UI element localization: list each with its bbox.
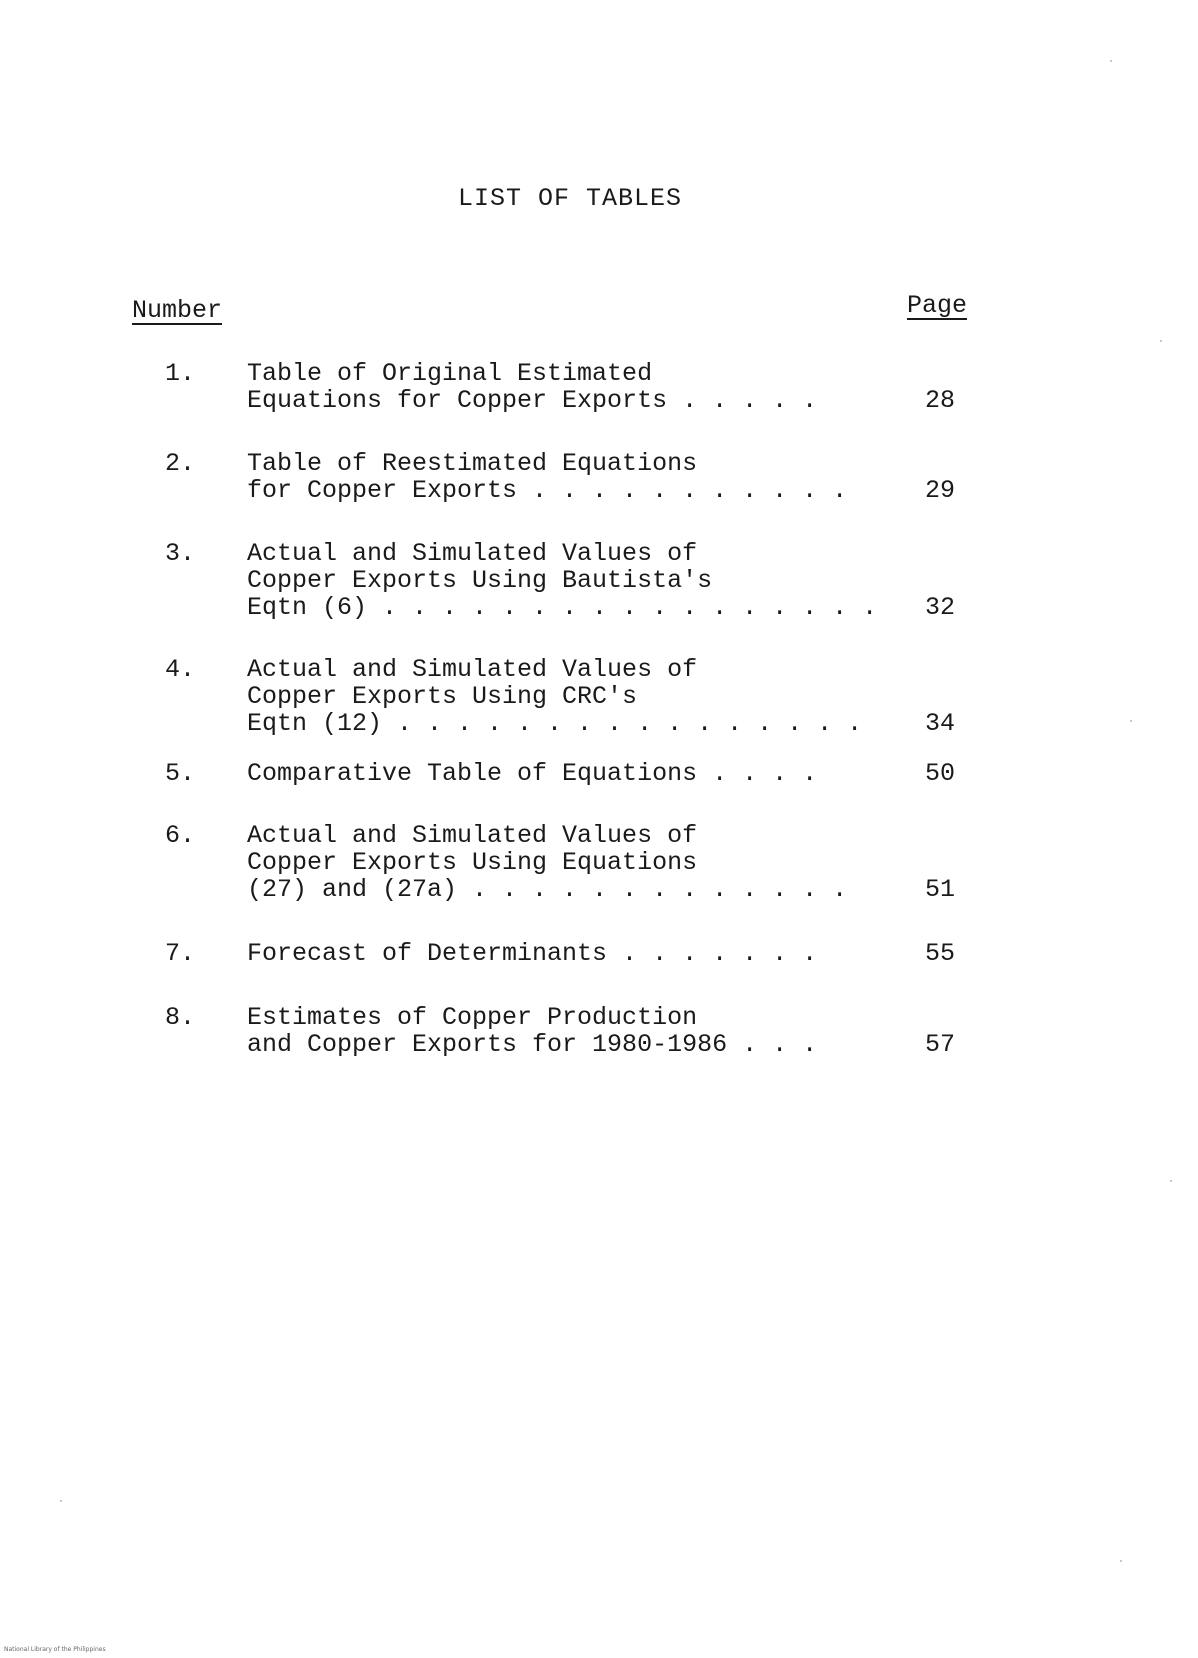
entry-number: 5. [165, 759, 196, 788]
scan-footer-text: National Library of the Philippines [4, 1646, 106, 1653]
page-title: LIST OF TABLES [458, 184, 683, 213]
entry-title-line: Actual and Simulated Values of [247, 539, 698, 568]
entry-title [247, 656, 877, 737]
entry-title-line: Estimates of Copper Production [247, 1003, 698, 1032]
entry-title [247, 540, 877, 621]
entry-page-number: 29 [925, 476, 956, 505]
scan-speck [60, 1500, 62, 1502]
entry-number: 3. [165, 539, 196, 568]
entry-title [247, 450, 877, 504]
scan-speck [1170, 1180, 1172, 1182]
entry-number: 8. [165, 1003, 196, 1032]
scan-speck [1160, 340, 1162, 342]
entry-number: 7. [165, 939, 196, 968]
entry-number: 1. [165, 359, 196, 388]
entry-title [247, 822, 877, 903]
entry-title-line: Table of Reestimated Equations [247, 449, 698, 478]
entry-number: 2. [165, 449, 196, 478]
scan-speck [1120, 1560, 1122, 1562]
page-column-header: Page [907, 291, 968, 320]
number-column-header: Number [132, 296, 223, 325]
entry-number: 4. [165, 655, 196, 684]
entry-title-line: (27) and (27a) . . . . . . . . . . . . . [247, 875, 848, 904]
entry-page-number: 51 [925, 875, 956, 904]
entry-title-line: and Copper Exports for 1980-1986 . . . [247, 1030, 818, 1059]
entry-title-line: Forecast of Determinants . . . . . . . [247, 939, 818, 968]
entry-page-number: 32 [925, 593, 956, 622]
entry-title-line: Comparative Table of Equations . . . . [247, 759, 818, 788]
scan-speck [1110, 60, 1112, 62]
entry-page-number: 55 [925, 939, 956, 968]
entry-title-line: Eqtn (12) . . . . . . . . . . . . . . . . [247, 709, 863, 738]
scan-speck [1130, 720, 1132, 722]
entry-title-line: Eqtn (6) . . . . . . . . . . . . . . . . . [247, 593, 878, 622]
entry-title-line: Copper Exports Using CRC's [247, 682, 638, 711]
entry-title [247, 1004, 877, 1058]
entry-number: 6. [165, 821, 196, 850]
entry-page-number: 34 [925, 709, 956, 738]
entry-page-number: 50 [925, 759, 956, 788]
entry-title [247, 360, 877, 414]
entry-title [247, 760, 877, 787]
entry-title-line: Copper Exports Using Equations [247, 848, 698, 877]
entry-title-line: for Copper Exports . . . . . . . . . . . [247, 476, 848, 505]
entry-title-line: Copper Exports Using Bautista's [247, 566, 713, 595]
entry-page-number: 28 [925, 386, 956, 415]
entry-title-line: Table of Original Estimated [247, 359, 653, 388]
entry-title-line: Equations for Copper Exports . . . . . [247, 386, 818, 415]
entry-title-line: Actual and Simulated Values of [247, 821, 698, 850]
entry-title [247, 940, 877, 967]
entry-title-line: Actual and Simulated Values of [247, 655, 698, 684]
entry-page-number: 57 [925, 1030, 956, 1059]
